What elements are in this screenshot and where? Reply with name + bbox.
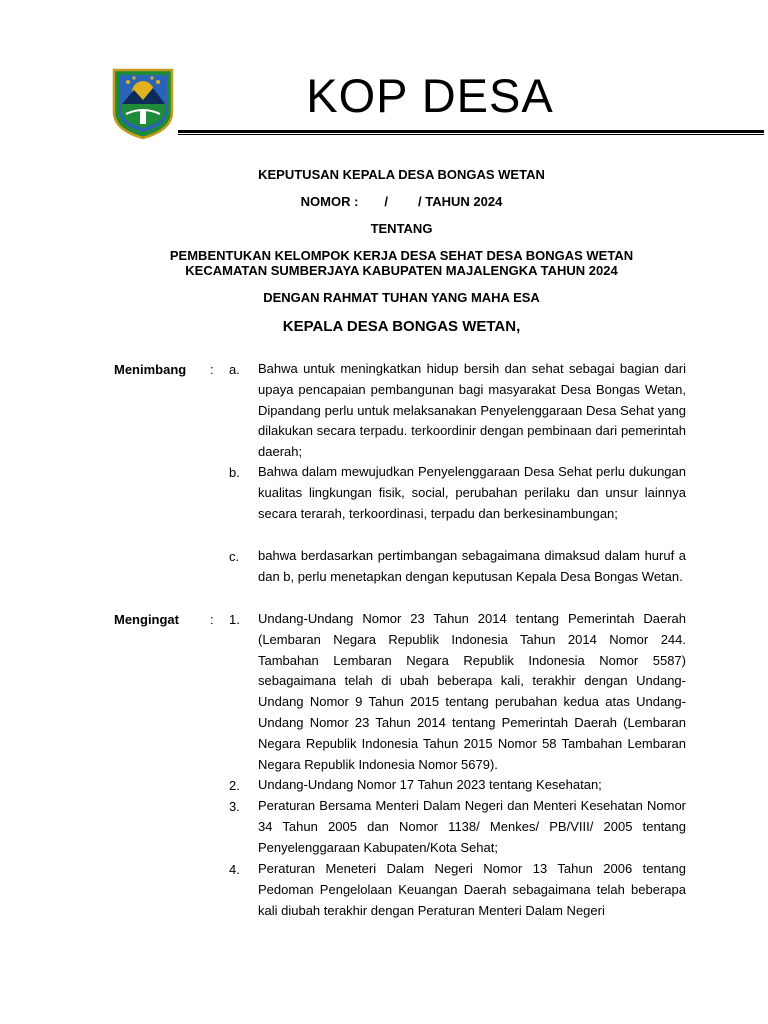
- mengingat-item-4: Peraturan Meneteri Dalam Negeri Nomor 13 Tahun 2006 tentang Pedoman Pengelolaan Keuangan Daerah sebagaimana telah beberapa kali diubah terakhir dengan Peraturan Menteri Dalam Negeri: [258, 861, 686, 918]
- nomor-year: / TAHUN 2024: [418, 194, 503, 209]
- mengingat-marker-3: 3.: [229, 799, 240, 814]
- mengingat-item-2: Undang-Undang Nomor 17 Tahun 2023 tentang Kesehatan;: [258, 777, 602, 792]
- mengingat-label: Mengingat: [114, 612, 179, 627]
- decree-title: KEPUTUSAN KEPALA DESA BONGAS WETAN: [258, 167, 545, 182]
- mengingat-marker-4: 4.: [229, 862, 240, 877]
- letterhead-rule-thick: [178, 130, 764, 133]
- tentang-heading: TENTANG: [370, 221, 433, 236]
- letterhead-rule-thin: [178, 134, 764, 135]
- decree-subject-line-2: KECAMATAN SUMBERJAYA KABUPATEN MAJALENGKA TAHUN 2024: [185, 263, 618, 278]
- mengingat-marker-2: 2.: [229, 778, 240, 793]
- letterhead-title: KOP DESA: [306, 69, 554, 122]
- mengingat-item-3: Peraturan Bersama Menteri Dalam Negeri dan Menteri Kesehatan Nomor 34 Tahun 2005 dan Nomor 1138/ Menkes/ PB/VIII/ 2005 tentang Penyelenggaraan Kabupaten/Kota Sehat;: [258, 798, 686, 855]
- kepala-desa-heading: KEPALA DESA BONGAS WETAN,: [282, 318, 521, 335]
- menimbang-label: Menimbang: [114, 362, 187, 377]
- menimbang-marker-a: a.: [229, 362, 240, 377]
- mengingat-colon: :: [210, 612, 214, 627]
- menimbang-colon: :: [210, 362, 214, 377]
- mengingat-item-1: Undang-Undang Nomor 23 Tahun 2014 tentang Pemerintah Daerah (Lembaran Negara Republik Indonesia Tahun 2014 Nomor 244. Tambahan Lembaran Negara Republik Indonesia Nomor 5587) sebagaimana telah di ubah beberapa kali, terakhir dengan Undang-Undang Nomor 9 Tahun 2015 tentang perubahan kedua atas Undang-Undang Nomor 23 Tahun 2014 tentang Pemerintah Daerah (Lembaran Negara Republik Indonesia Tahun 2015 Nomor 58 Tambahan Lembaran Negara Republik Indonesia Nomor 5679).: [258, 611, 686, 772]
- menimbang-item-a: Bahwa untuk meningkatkan hidup bersih dan sehat sebagai bagian dari upaya pencapaian pembangunan bagi masyarakat Desa Bongas Wetan, Dipandang perlu untuk melaksanakan Penyelenggaraan Desa Sehat yang dilakukan secara terpadu. terkoordinir dengan pembinaan dari pemerintah daerah;: [258, 361, 686, 460]
- nomor-label: NOMOR :: [300, 194, 359, 209]
- decree-subject-line-1: PEMBENTUKAN KELOMPOK KERJA DESA SEHAT DESA BONGAS WETAN: [169, 248, 634, 263]
- nomor-slash: /: [384, 194, 389, 209]
- menimbang-item-b: Bahwa dalam mewujudkan Penyelenggaraan Desa Sehat perlu dukungan kualitas lingkungan fisik, social, perubahan perilaku dan unsur lainnya secara terarah, terkoordinasi, terpadu dan berkesinambungan;: [258, 464, 686, 521]
- menimbang-item-c: bahwa berdasarkan pertimbangan sebagaimana dimaksud dalam huruf a dan b, perlu menetapkan dengan keputusan Kepala Desa Bongas Wetan.: [258, 548, 686, 584]
- mengingat-marker-1: 1.: [229, 612, 240, 627]
- regency-emblem-icon: [110, 64, 176, 140]
- menimbang-marker-c: c.: [229, 549, 240, 564]
- menimbang-marker-b: b.: [229, 465, 240, 480]
- rahmat-heading: DENGAN RAHMAT TUHAN YANG MAHA ESA: [263, 290, 540, 305]
- decree-number: [100, 194, 703, 209]
